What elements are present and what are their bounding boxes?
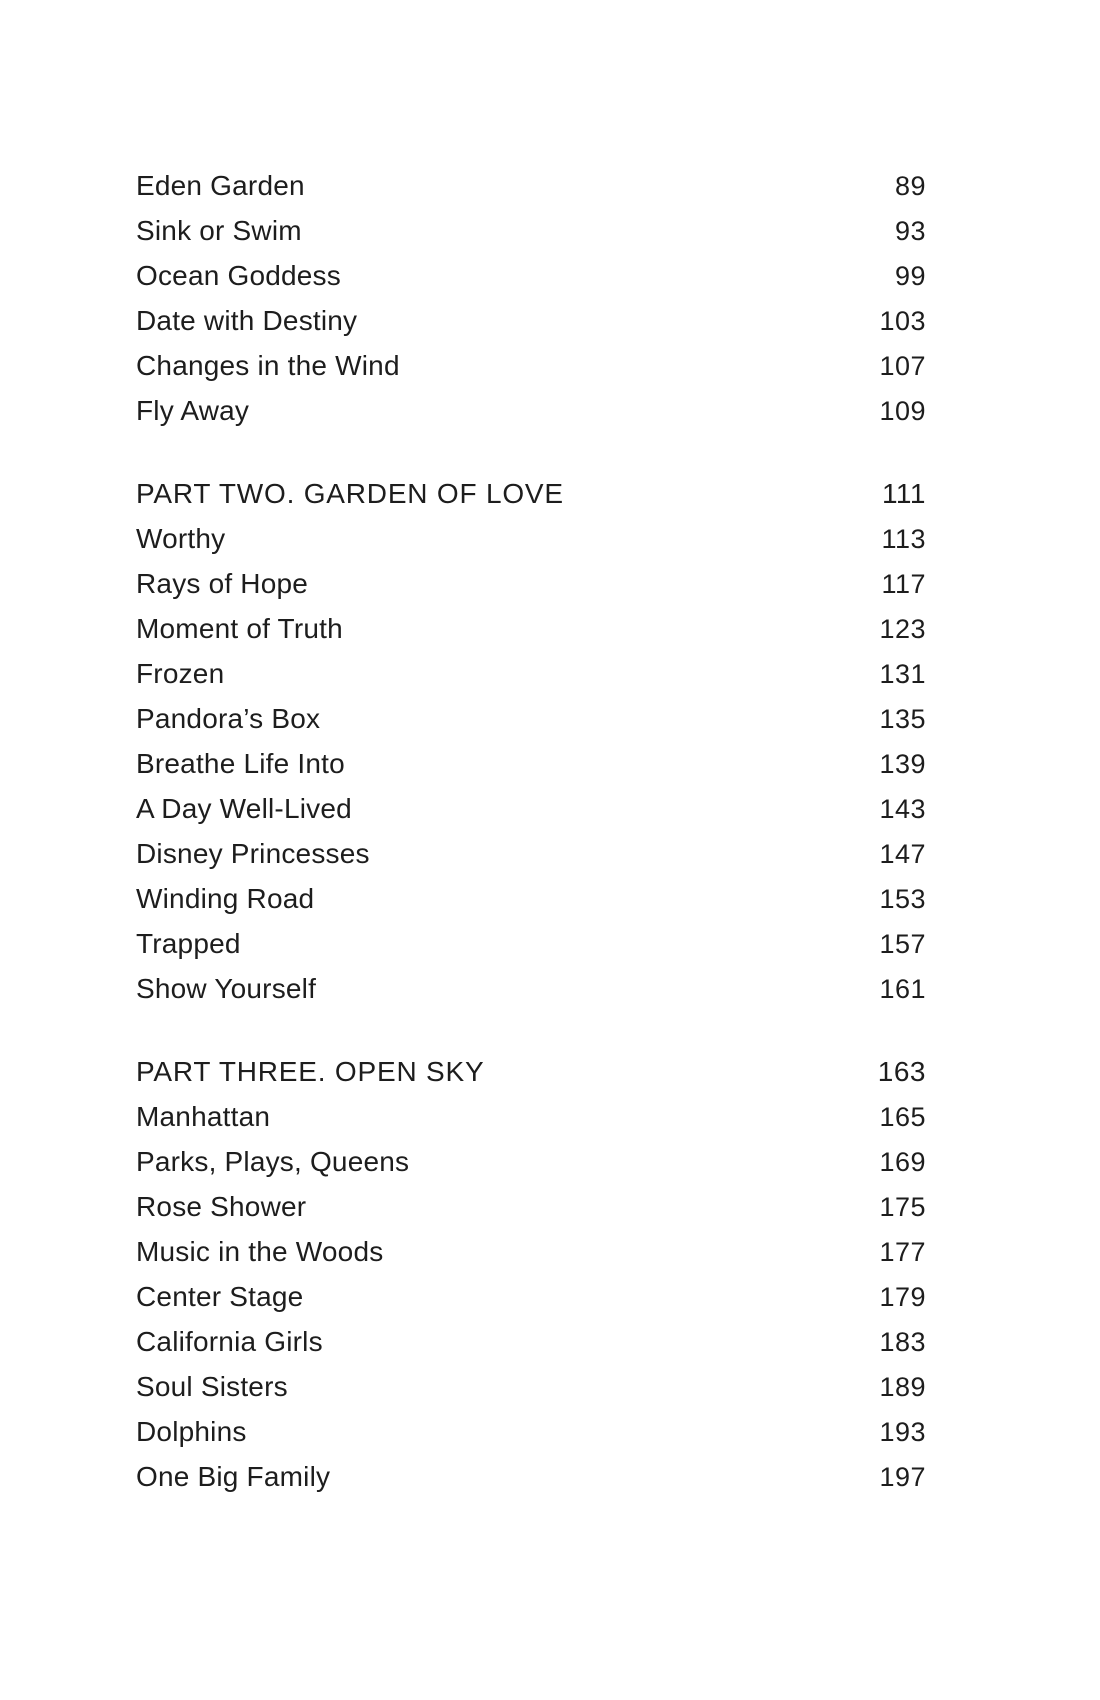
toc-part-page: 111 — [881, 478, 926, 509]
toc-entry-title: Breathe Life Into — [136, 748, 345, 779]
table-of-contents — [136, 163, 926, 1499]
toc-entry — [136, 1274, 926, 1319]
toc-entry — [136, 163, 926, 208]
toc-entry-title: Disney Princesses — [136, 838, 370, 869]
toc-entry — [136, 1184, 926, 1229]
toc-entry-title: Changes in the Wind — [136, 350, 400, 381]
toc-entry-title: Moment of Truth — [136, 613, 343, 644]
toc-entry — [136, 561, 926, 606]
toc-entry — [136, 516, 926, 561]
toc-entry — [136, 298, 926, 343]
toc-entry — [136, 606, 926, 651]
toc-entry-page: 107 — [879, 351, 926, 381]
toc-entry-page: 183 — [879, 1327, 926, 1357]
toc-entry-title: Dolphins — [136, 1416, 247, 1447]
toc-entry-page: 169 — [879, 1147, 926, 1177]
toc-entry — [136, 1139, 926, 1184]
toc-entry-title: Music in the Woods — [136, 1236, 384, 1267]
toc-section-part-three — [136, 1049, 926, 1499]
toc-entry-title: Date with Destiny — [136, 305, 358, 336]
toc-entry-title: Pandora’s Box — [136, 703, 321, 734]
toc-entry — [136, 786, 926, 831]
toc-entry — [136, 343, 926, 388]
toc-entry — [136, 1364, 926, 1409]
toc-entry — [136, 1094, 926, 1139]
toc-entry-title: Eden Garden — [136, 170, 305, 201]
toc-entry-title: Manhattan — [136, 1101, 271, 1132]
toc-entry — [136, 876, 926, 921]
toc-entry-page: 153 — [879, 884, 926, 914]
toc-entry-page: 109 — [879, 396, 926, 426]
toc-entry-title: One Big Family — [136, 1461, 331, 1492]
toc-entry-page: 123 — [879, 614, 926, 644]
toc-entry — [136, 1454, 926, 1499]
toc-part-page: 163 — [877, 1056, 926, 1087]
toc-entry — [136, 966, 926, 1011]
toc-entry-title: California Girls — [136, 1326, 323, 1357]
toc-entry-page: 131 — [879, 659, 926, 689]
toc-entry-page: 177 — [879, 1237, 926, 1267]
toc-entry-title: Worthy — [136, 523, 226, 554]
toc-entry-page: 189 — [879, 1372, 926, 1402]
toc-entry-page: 113 — [881, 524, 926, 554]
toc-part-header — [136, 471, 926, 516]
toc-entry — [136, 651, 926, 696]
toc-entry-title: Show Yourself — [136, 973, 317, 1004]
toc-entry-page: 147 — [879, 839, 926, 869]
toc-entry-page: 99 — [894, 261, 926, 291]
toc-part-header — [136, 1049, 926, 1094]
toc-entry-page: 143 — [879, 794, 926, 824]
toc-entry-page: 175 — [879, 1192, 926, 1222]
toc-entry-title: Fly Away — [136, 395, 250, 426]
toc-entry-title: Ocean Goddess — [136, 260, 341, 291]
toc-entry-title: Soul Sisters — [136, 1371, 288, 1402]
toc-entry-title: Rose Shower — [136, 1191, 307, 1222]
toc-entry-page: 179 — [879, 1282, 926, 1312]
toc-entry — [136, 1319, 926, 1364]
toc-part-title: PART THREE. OPEN SKY — [136, 1056, 485, 1087]
toc-entry-page: 197 — [879, 1462, 926, 1492]
toc-section-part-one-tail — [136, 163, 926, 433]
toc-entry-page: 157 — [879, 929, 926, 959]
toc-entry-page: 161 — [879, 974, 926, 1004]
toc-entry-title: Center Stage — [136, 1281, 304, 1312]
toc-entry-page: 135 — [879, 704, 926, 734]
toc-entry — [136, 921, 926, 966]
toc-entry-title: Rays of Hope — [136, 568, 309, 599]
toc-section-part-two — [136, 471, 926, 1011]
toc-entry — [136, 741, 926, 786]
toc-entry-page: 165 — [879, 1102, 926, 1132]
toc-entry — [136, 831, 926, 876]
toc-entry — [136, 388, 926, 433]
toc-entry — [136, 1409, 926, 1454]
toc-entry-page: 193 — [879, 1417, 926, 1447]
toc-entry — [136, 696, 926, 741]
toc-entry-page: 139 — [879, 749, 926, 779]
toc-entry-page: 117 — [881, 569, 926, 599]
toc-entry-title: Parks, Plays, Queens — [136, 1146, 410, 1177]
toc-entry-title: Trapped — [136, 928, 241, 959]
toc-entry — [136, 253, 926, 298]
toc-entry-title: A Day Well-Lived — [136, 793, 352, 824]
toc-entry-page: 89 — [894, 171, 926, 201]
toc-entry — [136, 208, 926, 253]
toc-entry-title: Sink or Swim — [136, 215, 302, 246]
toc-part-title: PART TWO. GARDEN OF LOVE — [136, 478, 564, 509]
toc-entry-title: Winding Road — [136, 883, 315, 914]
toc-entry-page: 103 — [879, 306, 926, 336]
toc-entry-title: Frozen — [136, 658, 225, 689]
toc-entry-page: 93 — [894, 216, 926, 246]
toc-entry — [136, 1229, 926, 1274]
